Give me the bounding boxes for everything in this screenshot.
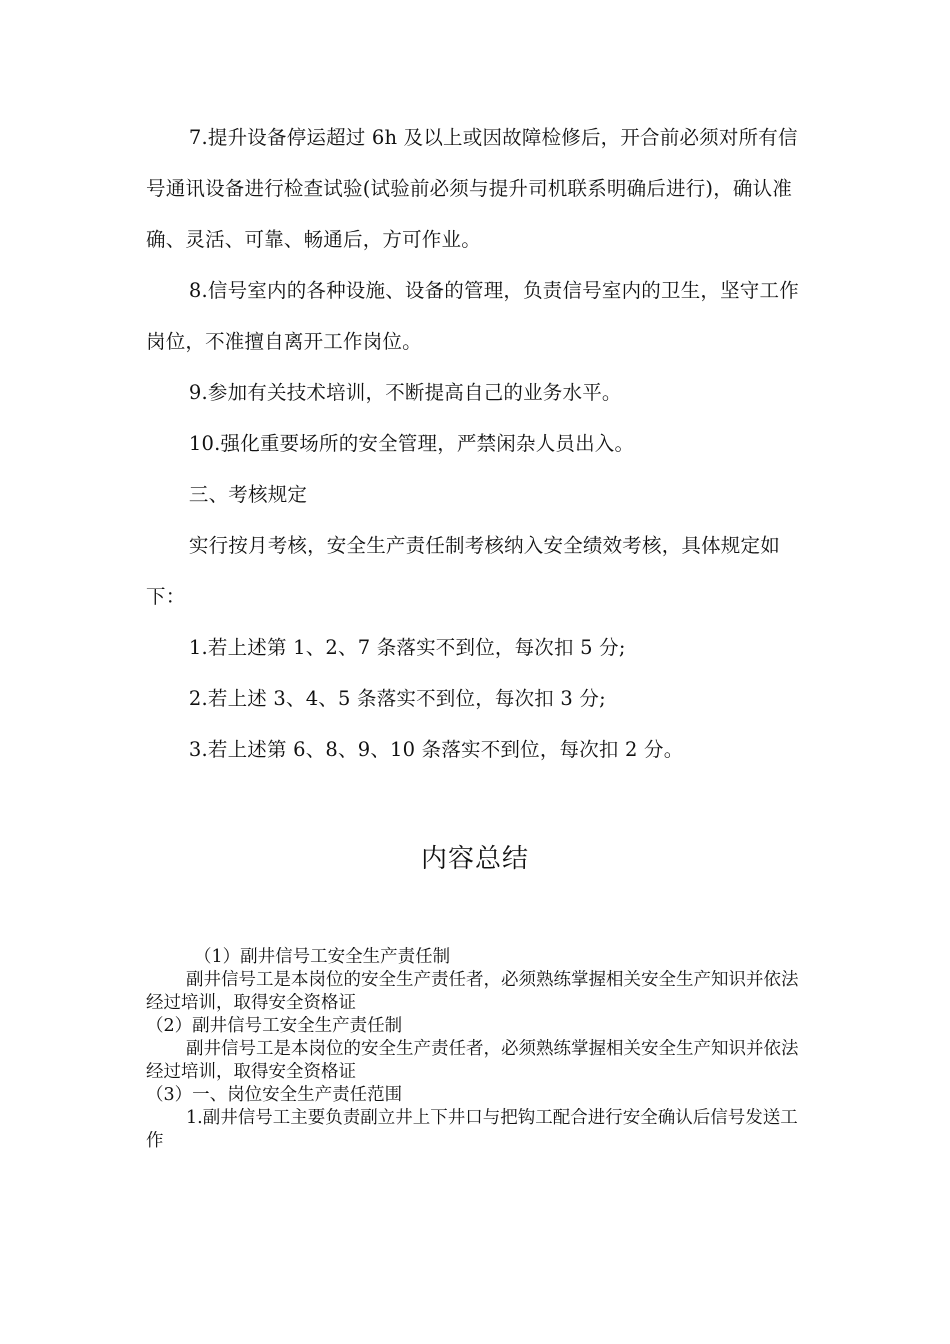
summary-item-title-1: （1）副井信号工安全生产责任制 [194,947,451,967]
summary-heading: 内容总结 [420,844,529,874]
summary-item-title-2: （2）副井信号工安全生产责任制 [146,1016,403,1036]
rule-item-2: 2.若上述 3、4、5 条落实不到位，每次扣 3 分; [188,687,606,710]
section-heading-assessment: 三、考核规定 [188,483,308,506]
rule-item-3: 3.若上述第 6、8、9、10 条落实不到位，每次扣 2 分。 [188,738,684,761]
rule-item-1: 1.若上述第 1、2、7 条落实不到位，每次扣 5 分; [188,636,626,659]
summary-block [146,946,808,1153]
document-body [146,112,806,775]
summary-item-title-3: （3）一、岗位安全生产责任范围 [146,1085,403,1105]
paragraph-item-8: 8.信号室内的各种设施、设备的管理，负责信号室内的卫生，坚守工作岗位，不准擅自离开工作岗位。 [146,279,799,353]
paragraph-item-10: 10.强化重要场所的安全管理，严禁闲杂人员出入。 [188,432,635,455]
summary-item-text-2: 副井信号工是本岗位的安全生产责任者，必须熟练掌握相关安全生产知识并依法经过培训，取得安全资格证 [146,1039,799,1082]
summary-item-text-1: 副井信号工是本岗位的安全生产责任者，必须熟练掌握相关安全生产知识并依法经过培训，取得安全资格证 [146,970,799,1013]
summary-item-text-3: 1.副井信号工主要负责副立井上下井口与把钩工配合进行安全确认后信号发送工作 [146,1108,798,1151]
paragraph-item-9: 9.参加有关技术培训，不断提高自己的业务水平。 [188,381,622,404]
paragraph-item-7: 7.提升设备停运超过 6h 及以上或因故障检修后，开合前必须对所有信号通讯设备进行检查试验(试验前必须与提升司机联系明确后进行)，确认准确、灵活、可靠、畅通后，方可作业。 [146,126,798,251]
paragraph-assessment-intro: 实行按月考核，安全生产责任制考核纳入安全绩效考核，具体规定如下： [146,534,780,608]
